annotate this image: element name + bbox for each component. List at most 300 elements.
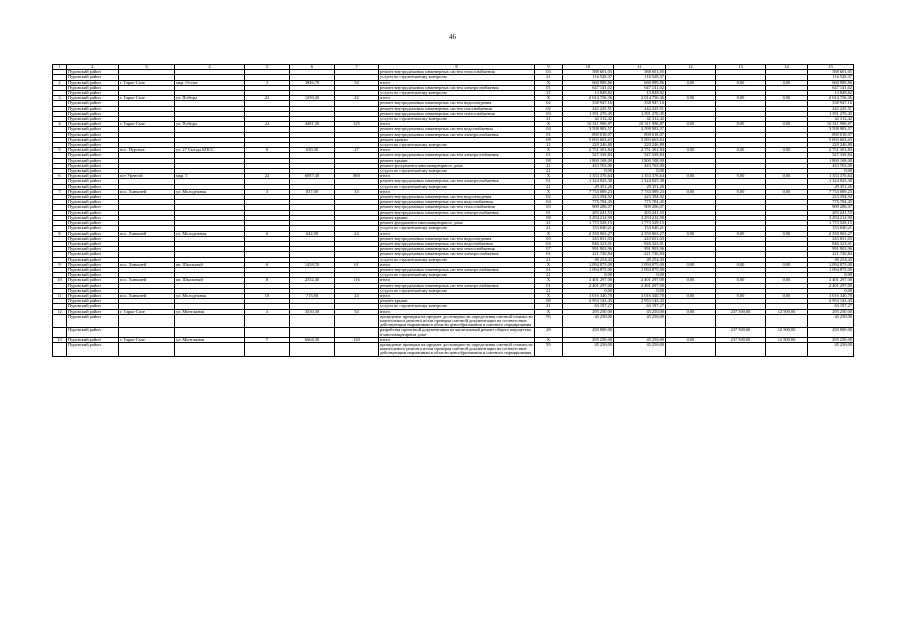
- table-cell: [290, 328, 335, 337]
- table-cell: Пуровский район: [67, 221, 119, 226]
- table-cell: 588 601,05: [563, 70, 614, 75]
- table-cell: 01: [535, 85, 563, 90]
- table-cell: Пуровский район: [67, 236, 119, 241]
- table-cell: 12 500,00: [766, 309, 808, 314]
- table-cell: Пуровский район: [67, 210, 119, 215]
- table-cell: 0,00: [716, 231, 766, 236]
- table-cell: 243 651,03: [563, 236, 614, 241]
- table-cell: Пуровский район: [67, 106, 119, 111]
- table-cell: 13 848,82: [614, 91, 666, 96]
- table-cell: 203 241,53: [614, 210, 666, 215]
- table-cell: 45 250,00: [808, 342, 854, 356]
- table-cell: ремонт внутридомовых инженерных систем водоотведения: [379, 101, 535, 106]
- table-cell: 2 350 963,27: [563, 231, 614, 236]
- table-cell: 49 254,43: [614, 257, 666, 262]
- table-cell: 846 323,01: [614, 241, 666, 246]
- table-cell: ремонт внутридомовых инженерных систем электроснабжения: [379, 267, 535, 272]
- table-cell: мкр. Геолог: [175, 80, 245, 85]
- table-cell: [716, 314, 766, 328]
- table-cell: 647 141,02: [614, 85, 666, 90]
- column-number-cell: 8: [379, 65, 535, 70]
- table-cell: 29 351,26: [808, 184, 854, 189]
- table-cell: 03: [535, 70, 563, 75]
- table-cell: итого: [379, 189, 535, 194]
- table-cell: 1 324 025,38: [614, 179, 666, 184]
- table-cell: 2 350 963,27: [614, 231, 666, 236]
- table-cell: 2 401 297,00: [808, 278, 854, 283]
- table-cell: ремонт внутридомовых инженерных систем водоотведения: [379, 236, 535, 241]
- table-cell: ремонт кровли: [379, 137, 535, 142]
- table-cell: Пуровский район: [67, 153, 119, 158]
- column-number-cell: 10: [563, 65, 614, 70]
- table-cell: Пуровский район: [67, 309, 119, 314]
- table-cell: 203 241,53: [563, 210, 614, 215]
- table-cell: [666, 314, 716, 328]
- table-cell: Пуровский район: [67, 148, 119, 153]
- table-cell: ул. Победы: [175, 122, 245, 127]
- table-cell: Пуровский район: [67, 132, 119, 137]
- table-cell: 3530,30: [290, 309, 335, 314]
- table-cell: г. Тарко-Сале: [119, 309, 175, 314]
- table-cell: 116: [335, 278, 379, 283]
- table-cell: 125: [335, 122, 379, 127]
- table-cell: X: [535, 278, 563, 283]
- table-cell: 223 394,92: [614, 195, 666, 200]
- table-cell: X: [535, 293, 563, 298]
- table-cell: 2 953 143,43: [614, 299, 666, 304]
- table-cell: 1 800 108,00: [614, 158, 666, 163]
- table-cell: Пуровский район: [67, 75, 119, 80]
- table-cell: 01: [535, 210, 563, 215]
- table-cell: [614, 328, 666, 337]
- table-cell: Пуровский район: [67, 215, 119, 220]
- table-cell: 2 751 301,84: [563, 148, 614, 153]
- table-cell: 02: [535, 101, 563, 106]
- table-cell: 3 294 212,90: [808, 215, 854, 220]
- table-cell: 588 601,05: [614, 70, 666, 75]
- table-cell: 1 094 875,00: [614, 267, 666, 272]
- table-cell: 1 353 376,64: [563, 174, 614, 179]
- table-cell: 223 394,92: [808, 195, 854, 200]
- table-cell: 45 250,00: [563, 342, 614, 356]
- table-cell: 220 246,80: [808, 143, 854, 148]
- table-cell: 4481,30: [290, 122, 335, 127]
- table-cell: 0,00: [716, 189, 766, 194]
- capital-repair-register-table: [52, 64, 854, 357]
- table-cell: 04: [535, 127, 563, 132]
- table-cell: 04: [535, 200, 563, 205]
- table-cell: Пуровский район: [67, 267, 119, 272]
- table-cell: Пуровский район: [67, 158, 119, 163]
- table-cell: Пуровский район: [67, 257, 119, 262]
- table-cell: ул. Молодежная: [175, 293, 245, 298]
- table-cell: 660 989,86: [563, 80, 614, 85]
- table-cell: Пуровский район: [67, 241, 119, 246]
- table-cell: 0,00: [766, 278, 808, 283]
- table-cell: 153 640,21: [563, 226, 614, 231]
- table-cell: пос. Ханымей: [119, 293, 175, 298]
- table-cell: [766, 342, 808, 356]
- table-cell: 660 989,86: [614, 80, 666, 85]
- table-cell: 0,00: [766, 80, 808, 85]
- table-cell: 0,00: [666, 309, 716, 314]
- table-cell: 3: [53, 96, 67, 101]
- table-cell: 203 241,53: [808, 210, 854, 215]
- table-cell: ул. 27 Съезда КПСС: [175, 148, 245, 153]
- table-cell: 08: [535, 158, 563, 163]
- table-cell: 2 751 301,84: [808, 148, 854, 153]
- table-cell: Пуровский район: [67, 85, 119, 90]
- table-cell: ремонт фундамента многоквартирного дома: [379, 163, 535, 168]
- table-cell: 0,00: [766, 122, 808, 127]
- table-cell: 0,00: [666, 80, 716, 85]
- table-cell: 0,00: [716, 278, 766, 283]
- table-cell: проведение проверки на предмет достоверности определения сметной стоимости капитального ремонта и/или проверка сметной документации на соответствие действующим нормативам в области ценообразования и сметного нормирования: [380, 314, 533, 328]
- table-cell: 0,00: [614, 169, 666, 174]
- table-cell: итого: [379, 309, 535, 314]
- column-number-cell: 13: [716, 65, 766, 70]
- table-cell: 0,00: [766, 293, 808, 298]
- table-cell: ремонт внутридомовых инженерных систем водоснабжения: [379, 200, 535, 205]
- table-cell: 3: [245, 189, 290, 194]
- table-cell: 45 250,00: [808, 314, 854, 328]
- table-cell: 775 784,45: [808, 200, 854, 205]
- table-cell: итого: [379, 278, 535, 283]
- table-row: [53, 314, 854, 328]
- table-cell: пгт Уренгой: [119, 174, 175, 179]
- table-cell: 0,00: [808, 169, 854, 174]
- table-cell: 05: [535, 236, 563, 241]
- table-cell: услуги по строительному контролю: [379, 117, 535, 122]
- table-cell: ремонт внутридомовых инженерных систем теплоснабжения: [379, 247, 535, 252]
- table-cell: ул. Молодежная: [175, 231, 245, 236]
- table-cell: 0,00: [666, 189, 716, 194]
- table-cell: 45 250,00: [614, 342, 666, 356]
- table-cell: 243 651,03: [614, 236, 666, 241]
- table-cell: 2532,40: [290, 278, 335, 283]
- table-cell: 01: [535, 153, 563, 158]
- table-cell: Пуровский район: [67, 262, 119, 267]
- table-cell: услуги по строительному контролю: [379, 91, 535, 96]
- table-cell: 0,00: [716, 122, 766, 127]
- table-cell: 8: [245, 278, 290, 283]
- table-cell: 22: [335, 96, 379, 101]
- table-cell: 22: [245, 174, 290, 179]
- table-cell: 0,00: [614, 288, 666, 293]
- table-cell: [245, 314, 290, 328]
- table-cell: ремонт внутридомовых инженерных систем водоснабжения: [379, 127, 535, 132]
- table-cell: Пуровский район: [67, 337, 119, 342]
- table-cell: 0,00: [808, 273, 854, 278]
- table-cell: 12 500,00: [766, 337, 808, 342]
- table-cell: Пуровский район: [67, 91, 119, 96]
- table-cell: 338 947,16: [808, 101, 854, 106]
- table-cell: X: [535, 262, 563, 267]
- table-cell: 10: [53, 278, 67, 283]
- table-cell: 153 640,21: [614, 226, 666, 231]
- table-cell: г. Тарко-Сале: [119, 122, 175, 127]
- table-cell: [119, 342, 175, 356]
- table-cell: [766, 314, 808, 328]
- table-cell: X: [535, 189, 563, 194]
- table-cell: услуги по строительному контролю: [379, 75, 535, 80]
- table-cell: разработка проектной документации на капитальный ремонт общего имущества в многоквартирном доме: [379, 328, 535, 337]
- table-cell: Пуровский район: [67, 143, 119, 148]
- table-cell: 846 323,01: [808, 241, 854, 246]
- table-cell: 49 254,43: [808, 257, 854, 262]
- table-cell: 909 206,07: [614, 205, 666, 210]
- table-cell: 0,00: [766, 189, 808, 194]
- table-cell: 01: [535, 283, 563, 288]
- table-cell: 3 598 983,57: [614, 127, 666, 132]
- table-cell: 1 391 270,45: [614, 111, 666, 116]
- table-cell: итого: [379, 337, 535, 342]
- table-cell: 0,00: [563, 169, 614, 174]
- table-cell: X: [535, 96, 563, 101]
- table-cell: 443 763,00: [563, 163, 614, 168]
- table-cell: 29 351,26: [614, 184, 666, 189]
- table-cell: ремонт внутридомовых инженерных систем электроснабжения: [379, 252, 535, 257]
- table-cell: 24: [335, 293, 379, 298]
- table-cell: ремонт внутридомовых инженерных систем водоотведения: [379, 195, 535, 200]
- table-cell: 5: [53, 148, 67, 153]
- table-cell: 295 250,00: [563, 337, 614, 342]
- table-cell: 0,00: [716, 96, 766, 101]
- column-number-cell: 4: [175, 65, 245, 70]
- table-cell: 02: [535, 195, 563, 200]
- table-cell: 54: [335, 80, 379, 85]
- table-cell: Пуровский район: [67, 96, 119, 101]
- table-cell: 08: [535, 215, 563, 220]
- table-cell: 01: [535, 267, 563, 272]
- table-cell: 3 294 212,90: [563, 215, 614, 220]
- table-cell: 1 800 108,00: [808, 158, 854, 163]
- table-cell: услуги по строительному контролю: [379, 184, 535, 189]
- table-cell: 2 401 297,00: [563, 283, 614, 288]
- table-cell: ул. Победы: [175, 96, 245, 101]
- table-cell: 21: [535, 184, 563, 189]
- table-cell: Пуровский район: [67, 174, 119, 179]
- table-cell: 21: [535, 288, 563, 293]
- table-cell: ремонт крыши: [379, 299, 535, 304]
- table-cell: 443 763,00: [614, 163, 666, 168]
- table-cell: 61: [335, 262, 379, 267]
- table-cell: Пуровский район: [67, 70, 119, 75]
- table-cell: ремонт внутридомовых инженерных систем теплоснабжения: [379, 111, 535, 116]
- table-cell: 22: [245, 122, 290, 127]
- table-cell: 2 014 756,36: [563, 96, 614, 101]
- table-cell: Пуровский район: [67, 117, 119, 122]
- table-cell: Пуровский район: [67, 101, 119, 106]
- table-cell: 220 246,80: [614, 143, 666, 148]
- table-cell: X: [535, 309, 563, 314]
- table-cell: 21: [535, 163, 563, 168]
- table-cell: 1 773 529,15: [614, 221, 666, 226]
- table-cell: 1 353 376,64: [808, 174, 854, 179]
- table-cell: 0,00: [666, 148, 716, 153]
- table-cell: Пуровский район: [67, 111, 119, 116]
- table-cell: 95: [535, 314, 563, 328]
- table-cell: 116 528,37: [808, 75, 854, 80]
- table-cell: 49 254,43: [563, 257, 614, 262]
- table-cell: услуги по строительному контролю: [379, 273, 535, 278]
- table-cell: X: [535, 148, 563, 153]
- table-cell: 6: [245, 231, 290, 236]
- table-cell: 0,00: [716, 174, 766, 179]
- table-cell: [175, 328, 245, 337]
- table-cell: 27: [335, 148, 379, 153]
- table-cell: 223 394,92: [563, 195, 614, 200]
- table-cell: [53, 342, 67, 356]
- table-cell: [119, 314, 175, 328]
- table-cell: [335, 342, 379, 356]
- table-cell: ул. Молодежная: [175, 189, 245, 194]
- table-cell: Пуровский район: [67, 80, 119, 85]
- table-cell: Пуровский район: [67, 127, 119, 132]
- column-number-cell: 3: [119, 65, 175, 70]
- table-cell: 2 751 301,84: [614, 148, 666, 153]
- table-cell: 2 401 297,00: [614, 283, 666, 288]
- column-number-cell: 7: [335, 65, 379, 70]
- table-cell: услуги по строительному контролю: [379, 288, 535, 293]
- table-cell: 1250,20: [290, 96, 335, 101]
- table-cell: ремонт внутридомовых инженерных систем электроснабжения: [379, 85, 535, 90]
- table-cell: 2 401 297,00: [614, 278, 666, 283]
- table-cell: 42 312,42: [614, 117, 666, 122]
- table-cell: 03: [535, 205, 563, 210]
- table-cell: 1 094 875,00: [563, 267, 614, 272]
- table-cell: итого: [379, 96, 535, 101]
- table-cell: 1 324 025,38: [808, 179, 854, 184]
- table-cell: 8: [53, 231, 67, 236]
- table-cell: [716, 342, 766, 356]
- table-cell: 647 141,02: [808, 85, 854, 90]
- table-cell: 250 000,00: [563, 328, 614, 337]
- table-cell: Пуровский район: [67, 205, 119, 210]
- table-cell: кв. Школьный: [175, 262, 245, 267]
- table-cell: г. Тарко-Сале: [119, 80, 175, 85]
- table-cell: 860: [335, 174, 379, 179]
- table-cell: 0,00: [666, 174, 716, 179]
- table-cell: 33: [335, 189, 379, 194]
- table-cell: услуги по строительному контролю: [379, 226, 535, 231]
- table-cell: 29 351,26: [563, 184, 614, 189]
- table-cell: 21: [535, 117, 563, 122]
- table-cell: 07: [535, 247, 563, 252]
- table-cell: 21: [535, 75, 563, 80]
- table-cell: Пуровский район: [67, 169, 119, 174]
- table-cell: Пуровский район: [67, 293, 119, 298]
- table-row: [53, 342, 854, 356]
- table-cell: 1 324 025,38: [563, 179, 614, 184]
- table-cell: Пуровский район: [67, 179, 119, 184]
- table-cell: 220 246,80: [563, 143, 614, 148]
- table-cell: 295 250,00: [808, 337, 854, 342]
- table-cell: итого: [379, 122, 535, 127]
- table-cell: 890 018,07: [808, 132, 854, 137]
- table-cell: 909 206,07: [563, 205, 614, 210]
- table-cell: 63 197,27: [808, 304, 854, 309]
- table-cell: ремонт внутридомовых инженерных систем газоснабжения: [379, 106, 535, 111]
- table-cell: 1 391 270,45: [563, 111, 614, 116]
- table-cell: 7: [245, 337, 290, 342]
- table-cell: 295 250,00: [563, 309, 614, 314]
- table-cell: 242 225,51: [614, 106, 666, 111]
- table-cell: 12: [53, 309, 67, 314]
- table-cell: X: [535, 337, 563, 342]
- table-cell: 295 250,00: [808, 309, 854, 314]
- table-cell: 221 720,84: [808, 252, 854, 257]
- table-cell: 660 989,86: [808, 80, 854, 85]
- table-cell: г. Тарко-Сале: [119, 96, 175, 101]
- table-cell: 991 903,96: [563, 247, 614, 252]
- table-cell: 13: [53, 337, 67, 342]
- table-cell: 95: [535, 342, 563, 356]
- table-cell: ремонт внутридомовых инженерных систем электроснабжения: [379, 179, 535, 184]
- table-cell: 3: [245, 80, 290, 85]
- table-cell: Пуровский район: [67, 273, 119, 278]
- table-cell: итого: [379, 231, 535, 236]
- table-cell: итого: [379, 80, 535, 85]
- table-cell: 42 312,42: [563, 117, 614, 122]
- table-cell: [245, 342, 290, 356]
- table-cell: мкр. 5: [175, 174, 245, 179]
- table-cell: 13 848,82: [808, 91, 854, 96]
- table-cell: 237 500,00: [716, 328, 766, 337]
- table-cell: 0,00: [716, 148, 766, 153]
- table-cell: [290, 314, 335, 328]
- table-cell: 6: [53, 174, 67, 179]
- table-cell: кв. Школьный: [175, 278, 245, 283]
- table-cell: 3 016 340,70: [808, 293, 854, 298]
- table-cell: 45 250,00: [614, 314, 666, 328]
- table-cell: ремонт внутридомовых инженерных систем теплоснабжения: [379, 205, 535, 210]
- table-cell: 21: [535, 273, 563, 278]
- table-cell: пос. Пуровск: [119, 148, 175, 153]
- table-cell: 21: [535, 304, 563, 309]
- table-cell: 1 094 875,00: [563, 262, 614, 267]
- table-cell: Пуровский район: [67, 252, 119, 257]
- table-cell: 338 947,16: [563, 101, 614, 106]
- table-cell: [175, 342, 245, 356]
- table-cell: 1 094 875,00: [614, 262, 666, 267]
- table-cell: 647 141,02: [563, 85, 614, 90]
- table-cell: 3 598 983,57: [808, 127, 854, 132]
- table-cell: 08: [535, 299, 563, 304]
- table-cell: 775 784,45: [614, 200, 666, 205]
- table-cell: 6: [245, 262, 290, 267]
- table-cell: 116 528,37: [563, 75, 614, 80]
- table-cell: 0,00: [666, 96, 716, 101]
- table-cell: 63 197,27: [614, 304, 666, 309]
- table-cell: итого: [379, 148, 535, 153]
- table-cell: 7 733 089,23: [563, 189, 614, 194]
- table-cell: 3 294 212,90: [614, 215, 666, 220]
- table-cell: 547 339,84: [614, 153, 666, 158]
- table-cell: 21: [535, 221, 563, 226]
- table-cell: 01: [535, 179, 563, 184]
- table-cell: X: [535, 231, 563, 236]
- table-cell: Пуровский район: [67, 226, 119, 231]
- table-cell: X: [535, 174, 563, 179]
- table-cell: 8: [245, 148, 290, 153]
- table-cell: ремонт внутридомовых инженерных систем электроснабжения: [379, 132, 535, 137]
- table-cell: 5 003 663,63: [614, 137, 666, 142]
- table-cell: итого: [379, 262, 535, 267]
- table-cell: итого: [379, 174, 535, 179]
- table-cell: ремонт внутридомовых инженерных систем электроснабжения: [379, 153, 535, 158]
- table-cell: 45 250,00: [614, 309, 666, 314]
